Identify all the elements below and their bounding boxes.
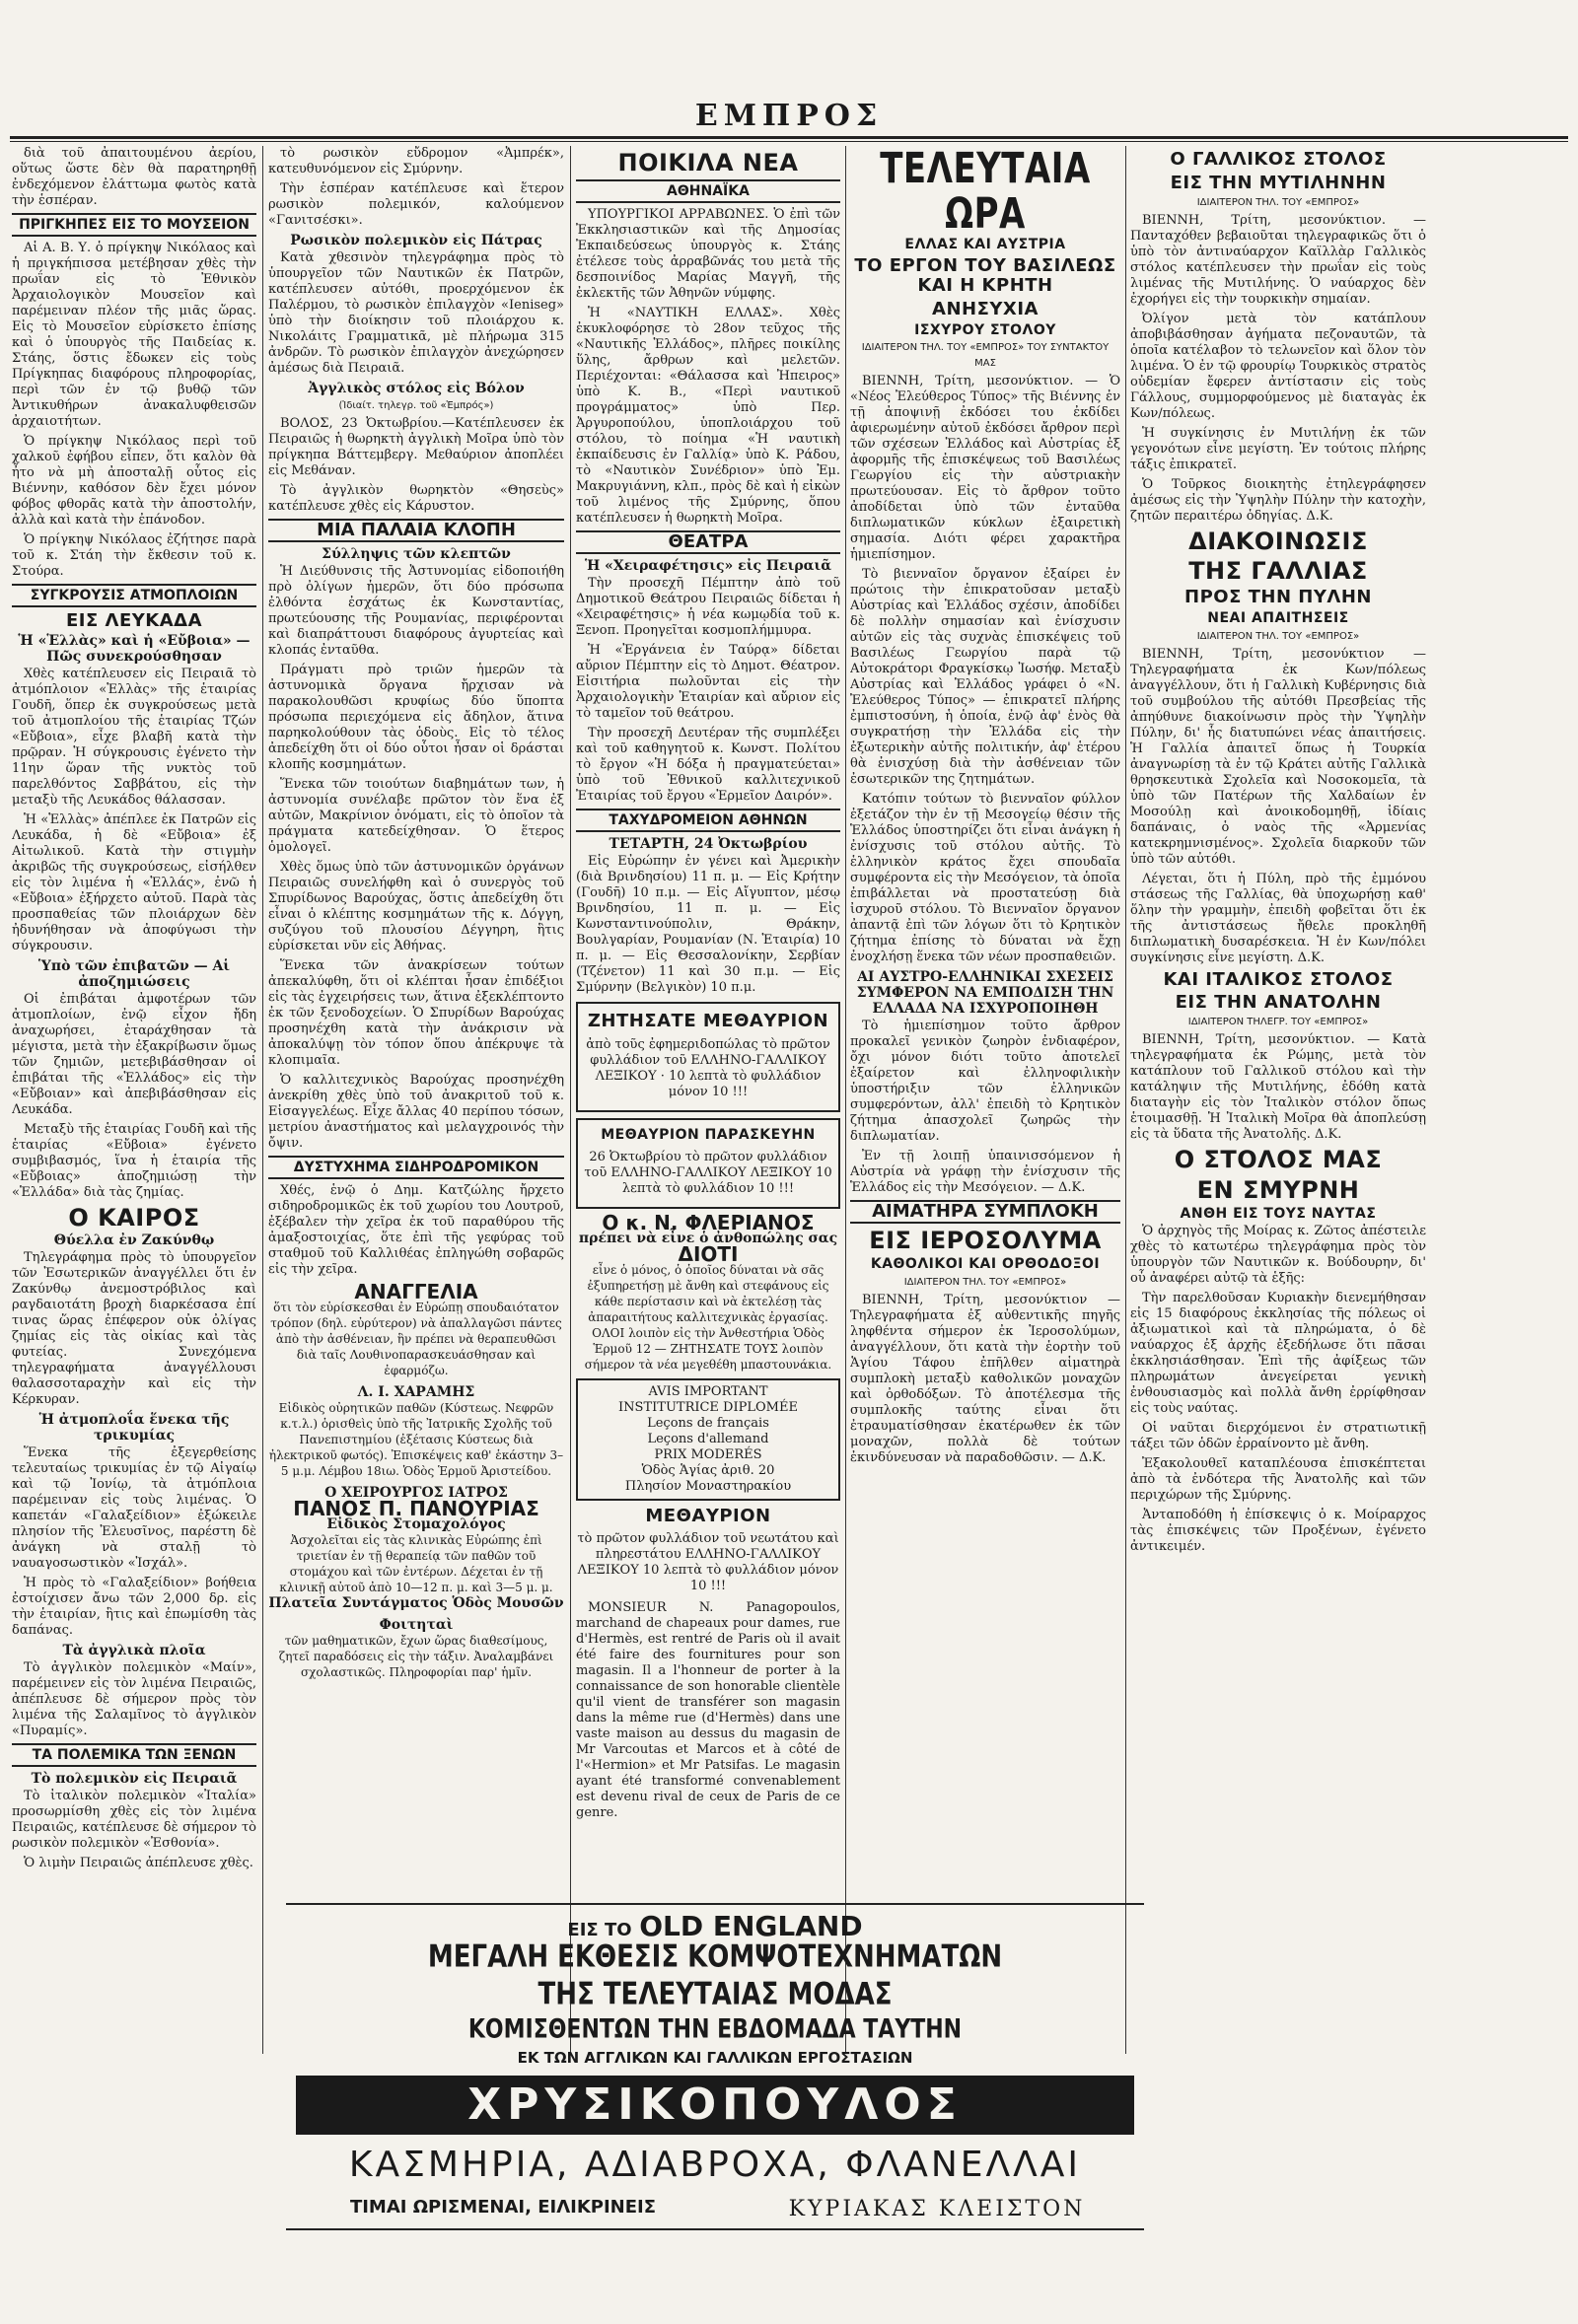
ad-title: Ο ΧΕΙΡΟΥΡΓΟΣ ΙΑΤΡΟΣ (324, 1485, 508, 1501)
ad-address: Ὁδὸς Ἁγίας ἀριθ. 20 (641, 1462, 775, 1478)
article-text: Ἡ «Ἑλλὰς» ἀπέπλεε ἐκ Πατρῶν εἰς Λευκάδα, ἡ δὲ «Εὔβοια» ἐξ Αἰτωλικοῦ. Κατὰ τὴν στιγμὴν ἀκριβῶς τῆς συγκρούσεως, εἰσήλθεν εἰς τὸν λιμένα ἡ «Ἑλλάς», ἐνῶ ἡ «Εὔβοια» ἐξήρχετο αὐτοῦ. Παρὰ τὰς προσπαθείας τῶν πλοιάρχων δὲν ἠδυνήθησαν νὰ ἀποφύγωσι τὴν σύγκρουσιν. (12, 811, 256, 953)
article-text: Ἕνεκα τῶν τοιούτων διαβημάτων των, ἡ ἀστυνομία συνέλαβε πρῶτον τὸν ἕνα ἐξ αὐτῶν, Μακρίνιον ὀνόματι, εἰς τὸ ὁποῖον τὰ πράγματα κατεδείχθησαν. Ὁ ἕτερος ὁμολογεῖ. (268, 777, 564, 855)
headline: ΔΙΑΚΟΙΝΩΣΙΣ (1188, 527, 1368, 555)
headline: ΕΙΣ ΤΗΝ ΜΥΤΙΛΗΝΗΝ (1170, 172, 1387, 193)
subheadline: ΑΝΘΗ ΕΙΣ ΤΟΥΣ ΝΑΥΤΑΣ (1180, 1205, 1377, 1222)
headline: ΜΙΑ ΠΑΛΑΙΑ ΚΛΟΠΗ (268, 519, 564, 542)
article-text: Χθὲς ὅμως ὑπὸ τῶν ἀστυνομικῶν ὀργάνων Πειραιῶς συνελήφθη καὶ ὁ συνεργὸς τοῦ Σπυρίδωνος Βαρούχας, ὅστις ἀπεδείχθη ὅτι εἶναι ὁ κλέπτης κοσμημάτων τῆς κ. Δόγγη, συζύγου τοῦ πλουσίου Δέγγηρη, ἣτις εὑρίσκεται νῦν εἰς Ἀθήνας. (268, 860, 564, 953)
ad-line: PRIX MODERÉS (654, 1446, 762, 1462)
article-text: Μεταξὺ τῆς ἑταιρίας Γουδῆ καὶ τῆς ἑταιρίας «Εὔβοια» ἐγένετο συμβιβασμός, ἵνα ἡ ἑταιρία τῆς «Εὔβοιας» ἀποζημιώσῃ τὴν «Ἑλλάδα» διὰ τὰς ζημίας. (12, 1121, 256, 1200)
column-separator (570, 146, 571, 2054)
subheadline: ΑΝΗΣΥΧΙΑ (932, 298, 1039, 319)
headline: ΕΙΣ ΛΕΥΚΑΔΑ (65, 610, 203, 631)
ad-body: 26 Ὀκτωβρίου τὸ πρῶτον φυλλάδιον τοῦ ΕΛΛΗΝΟ-ΓΑΛΛΙΚΟΥ ΛΕΞΙΚΟΥ 10 λεπτὰ τὸ φυλλάδιον 10 !!! (584, 1149, 832, 1196)
article-text: Ὁ λιμὴν Πειραιῶς ἀπέπλευσε χθὲς. (24, 1856, 253, 1871)
headline: ΤΗΣ ΓΑΛΛΙΑΣ (1188, 556, 1368, 585)
subheadline: ΠΡΟΣ ΤΗΝ ΠΥΛΗΝ (1184, 587, 1372, 608)
banner-store-name: OLD ENGLAND (639, 1910, 863, 1942)
column-1 (12, 146, 256, 2054)
column-3 (576, 146, 840, 2054)
section-head: ΘΕΑΤΡΑ (576, 530, 840, 554)
ad-title: AVIS IMPORTANT (648, 1383, 768, 1399)
headline: ΑΙΜΑΤΗΡΑ ΣΥΜΠΛΟΚΗ (850, 1200, 1120, 1224)
article-text: ΒΙΕΝΝΗ, Τρίτη, μεσονύκτιον — Τηλεγραφήματα ἐκ Κων/πόλεως ἀναγγέλλουν, ὅτι ἡ Γαλλικὴ Κυβέρνησις διὰ τοῦ συμβούλου τῆς αὐτόθι Πρεσβείας τῆς ἀπηύθυνε διακοίνωσιν πρὸς τὴν Ὑψηλὴν Πύλην, δι' ἧς διατυπώνει νέας ἀπαιτήσεις. Ἡ Γαλλία ἀπαιτεῖ ὅπως ἡ Τουρκία ἀναγνωρίσῃ τὰ ἐν τῷ Κράτει αὐτῆς Γαλλικὰ θρησκευτικὰ Σχολεῖα καὶ Νοσοκομεῖα, τὰ ὑπὸ τῶν Πατέρων τῆς Χαλδαίων ἐν Μοσούλῃ καὶ ἀνοικοδομηθῇ, ἰδίαις δαπάναις, ὁ ναὸς τῆς «Ἀρμενίας κατεκρημνισμένος». Σχολεῖα διαρκοῦν τῶν ὑπὸ τῶν αὐτόθι. (1130, 646, 1426, 867)
dispatch-credit: ΙΔΙΑΙΤΕΡΟΝ ΤΗΛ. ΤΟΥ «ΕΜΠΡΟΣ» (903, 1276, 1067, 1288)
headline: ΤΕΛΕΥΤΑΙΑ ΩΡΑ (880, 146, 1091, 240)
ad-title: ΑΝΑΓΓΕΛΙΑ (354, 1280, 478, 1303)
column-5 (1130, 146, 1426, 2054)
article-text: Τὸ ἡμιεπίσημον τοῦτο ἄρθρον προκαλεῖ γενικὸν ζωηρὸν ἐνδιαφέρον, ὄχι μόνον διότι τοῦτο ἀποτελεῖ ἐξαίρετον καὶ ἐλληνοφιλικὴν ὑποστήριξιν τῶν ἐλληνικῶν συμφερόντων, ἀλλ' ἐπειδὴ τὸ Κρητικὸν ζήτημα ἀπασχολεῖ ζωηρῶς τὴν διπλωματίαν. (850, 1018, 1120, 1144)
subheadline: ΑΙ ΑΥΣΤΡΟ-ΕΛΛΗΝΙΚΑΙ ΣΧΕΣΕΙΣ ΣΥΜΦΕΡΟΝ ΝΑ ΕΜΠΟΔΙΣΗ ΤΗΝ ΕΛΛΑΔΑ ΝΑ ΙΣΧΥΡΟΠΟΙΗΘΗ (856, 968, 1114, 1017)
dateline: ΤΕΤΑΡΤΗ, 24 Ὀκτωβρίου (609, 836, 808, 853)
headline: ΤΑ ΠΟΛΕΜΙΚΑ ΤΩΝ ΞΕΝΩΝ (12, 1743, 256, 1767)
column-separator (1125, 146, 1126, 2054)
subheadline: Ἀγγλικὸς στόλος εἰς Βόλον (308, 381, 525, 396)
subheadline: Ὑπὸ τῶν ἐπιβατῶν — Αἱ ἀποζημιώσεις (37, 957, 231, 990)
banner-pre: ΕΙΣ ΤΟ (567, 1920, 632, 1940)
article-text: Τὴν ἑσπέραν κατέπλευσε καὶ ἕτερον ρωσικὸν πολεμικόν, καλούμενον «Γανιτσέσκι». (268, 181, 564, 228)
advertisement (268, 1485, 564, 1611)
subheadline: Θύελλα ἐν Ζακύνθῳ (53, 1232, 215, 1249)
ad-title: ΜΕΘΑΥΡΙΟΝ ΠΑΡΑΣΚΕΥΗΝ (601, 1127, 816, 1144)
article-text: Ἕνεκα τῶν ἀνακρίσεων τούτων ἀπεκαλύφθη, ὅτι οἱ κλέπται ἦσαν ἐπιδέξιοι εἰς τὰς ἐγχειρήσεις των, ἅτινα ἐξεκλέπτοντο ἐκ τῶν ξενοδοχείων. Ὁ Σπυρίδων Βαρούχας προσηνέχθη κατὰ τὴν ἀνάκρισιν νὰ ἀποκαλύψῃ τὸν τόπον ὅπου ἀπέκρυψε τὰ κλοπιμαῖα. (268, 958, 564, 1068)
headline: ΕΝ ΣΜΥΡΝΗ (1196, 1175, 1360, 1204)
article-text: Οἱ ναῦται διερχόμενοι ἐν στρατιωτικῇ τάξει τῶν ὁδῶν ἐρραίνοντο μὲ ἄνθη. (1130, 1421, 1426, 1452)
ad-address: Πλησίον Μοναστηρακίου (624, 1478, 792, 1494)
subheadline: ΝΕΑΙ ΑΠΑΙΤΗΣΕΙΣ (1207, 610, 1349, 627)
ad-line: Leçons de français (647, 1415, 769, 1431)
banner-brand: ΧΡΥΣΙΚΟΠΟΥΛΟΣ (296, 2076, 1134, 2135)
article-text: Ἕνεκα τῆς ἐξεγερθείσης τελευταίως τρικυμίας ἐν τῷ Αἰγαίῳ καὶ τῷ Ἰονίῳ, τὰ ἀτμόπλοια παρέμειναν εἰς τοὺς λιμένας. Ὁ καπετάν «Γαλαξείδιον» ἐξώκειλε πλησίον τῆς Ἐλευσῖνος, παρέστη δὲ ἀνάγκη νὰ σταλῇ τὸ ναυαγοσωστικὸν «Ἰσχάλ». (12, 1445, 256, 1572)
advertisement (576, 1378, 840, 1501)
ad-body: ΟΛΟΙ λοιπὸν εἰς τὴν Ἀνθεστήρια Ὁδὸς Ἑρμοῦ 12 — ΖΗΤΗΣΑΤΕ ΤΟΥΣ λοιπὸν σήμερον τὰ νέα μεγεθέθη μπαστουνάκια. (584, 1325, 832, 1372)
article-text: Πράγματι πρὸ τριῶν ἡμερῶν τὰ ἀστυνομικὰ ὄργανα ἤρχισαν νὰ παρακολουθῶσι κρυφίως δύο ὕποπτα πρόσωπα περιεχόμενα εἰς ἄδηλον, ἅτινα παρηκολούθουν τὰς ὁδοὺς. Εἰς τὸ τέλος ἀπεδείχθη ὅτι οἱ δύο οὗτοι ἦσαν οἱ δράσται κλοπῆς κοσμημάτων. (268, 663, 564, 772)
banner-store-line (296, 1910, 1134, 1942)
headline: ΠΡΙΓΚΗΠΕΣ ΕΙΣ ΤΟ ΜΟΥΣΕΙΟΝ (12, 213, 256, 237)
ad-body: Ἀσχολεῖται εἰς τὰς κλινικὰς Εὐρώπης ἐπὶ τριετίαν ἐν τῇ θεραπείᾳ τῶν παθῶν τοῦ στομάχου καὶ τῶν ἐντέρων. Δέχεται ἐν τῇ κλινικῇ αὐτοῦ ἀπὸ 10—12 π. μ. καὶ 3—5 μ. μ. (279, 1533, 553, 1594)
subheadline: ΚΑΘΟΛΙΚΟΙ ΚΑΙ ΟΡΘΟΔΟΞΟΙ (870, 1256, 1101, 1273)
article-text: Τὸ ἀγγλικὸν θωρηκτὸν «Θησεὺς» κατέπλευσε χθὲς εἰς Κάρυστον. (268, 483, 564, 514)
article-text: Τὸ ἀγγλικὸν πολεμικὸν «Μαίν», παρέμεινεν εἰς τὸν λιμένα Πειραιῶς, ἀπέπλευσε δὲ σήμερον πρὸς τὸν λιμένα τῆς Σαλαμῖνος τὸ ἀγγλικὸν «Πυραμίς». (12, 1660, 256, 1739)
dispatch-credit: ΙΔΙΑΙΤΕΡΟΝ ΤΗΛ. ΤΟΥ «ΕΜΠΡΟΣ» (1196, 630, 1360, 642)
article-text: Ὁ καλλιτεχνικὸς Βαρούχας προσηνέχθη ἀνεκρίθη χθὲς ὑπὸ τοῦ ἀνακριτοῦ τοῦ κ. Εἰσαγγελέως. Εἶχε ἄλλας 40 περίπου τόσων, μετρίου ἀναστήματος καὶ μελαγχροινός τὴν ὄψιν. (268, 1073, 564, 1151)
dispatch-credit: ΙΔΙΑΙΤΕΡΟΝ ΤΗΛ. ΤΟΥ «ΕΜΠΡΟΣ» ΤΟΥ ΣΥΝΤΑΚΤΟΥ ΜΑΣ (861, 341, 1110, 369)
ad-line: Leçons d'allemand (647, 1431, 769, 1446)
banner-prices: ΤΙΜΑΙ ΩΡΙΣΜΕΝΑΙ, ΕΙΛΙΚΡΙΝΕΙΣ (349, 2197, 657, 2218)
article-text: Εἰς Εὐρώπην ἐν γένει καὶ Ἀμερικὴν (διὰ Βρινδησίου) 11 π. μ. — Εἰς Κρήτην (Γουδῆ) 10 π.μ. — Εἰς Αἴγυπτον, μέσῳ Βρινδησίου, 11 π. μ. — Εἰς Κωνσταντινούπολιν, Θράκην, Βουλγαρίαν, Ρουμανίαν (Ν. Ἑταιρία) 10 π. μ. — Εἰς Θεσσαλονίκην, Σερβίαν (Τζένετον) 11 καὶ 30 π.μ. — Εἰς Σμύρνην (Βελγικὸν) 10 π.μ. (576, 854, 840, 996)
article-text: Τηλεγράφημα πρὸς τὸ ὑπουργεῖον τῶν Ἐσωτερικῶν ἀναγγέλλει ὅτι ἐν Ζακύνθῳ ἀνεμοστρόβιλος καὶ ραγδαιοτάτη βροχὴ διαρκέσασα ἐπί τινας ὥρας ἐπέφερον οὐκ ὀλίγας ζημίας εἰς τὰς οἰκίας καὶ τὰς φυτείας. Συνεχόμενα τηλεγραφήματα ἀναγγέλλουσι θαλασσοταραχὴν καὶ εἰς τὴν Κέρκυραν. (12, 1250, 256, 1408)
column-4 (850, 146, 1120, 2054)
article-text: Κατόπιν τούτων τὸ βιενναῖον φύλλον ἐξετάζον τὴν ἐν τῇ Μεσογείῳ θέσιν τῆς Ἑλλάδος ὑποστηρίζει ὅτι εἶναι ἀνάγκη ἡ ἐνίσχυσις τοῦ στόλου αὐτῆς. Τὸ ἑλληνικὸν κράτος ἔχει σπουδαῖα συμφέροντα εἰς τὴν Μεσόγειον, τὰ ὁποῖα ἐπιβάλλεται νὰ προστατεύσῃ διὰ ἰσχυροῦ στόλου. Τὸ Βιενναῖον ὄργανον ἀπαντᾷ ἐπὶ τῶν λόγων ὅτι τὸ Κρητικὸν ζήτημα ἐπίσης τὸ δύναται νὰ ἔχῃ ἐνοχλήσῃ ἕνεκα τῶν νέων προσπαθειῶν. (850, 791, 1120, 964)
article-text: Λέγεται, ὅτι ἡ Πύλη, πρὸ τῆς ἐμμόνου στάσεως τῆς Γαλλίας, θὰ ὑποχωρήσῃ καθ' ὅλην τὴν γραμμὴν, ἐπειδὴ φοβεῖται ὅτι ἐκ τῆς ἀντιστάσεως ἤθελε προκληθῆ διπλωματικὴ δυσαρέσκεια. Ἡ ἐν Κων/πόλει συγκίνησις εἶνε μεγίστη. Δ.Κ. (1130, 871, 1426, 965)
article-text: Ὁ πρίγκηψ Νικόλαος περὶ τοῦ χαλκοῦ ἐφήβου εἶπεν, ὅτι καλὸν θὰ ἦτο νὰ μὴ ἀποσταλῇ οὗτος εἰς Βιέννην, καθόσον δὲν ἔχει μόνον φόβος φθορᾶς κατὰ τὴν ἀποστολήν, ἀλλὰ καὶ κατὰ τὴν ἐπάνοδον. (12, 434, 256, 528)
article-text: Ἡ συγκίνησις ἐν Μυτιλήνῃ ἐκ τῶν γεγονότων εἶνε μεγίστη. Ἐν τούτοις πλήρης τάξις ἐπικρατεῖ. (1130, 425, 1426, 472)
article-text: Τὸ βιενναῖον ὄργανον ἐξαίρει ἐν πρώτοις τὴν ἐπικρατοῦσαν μεταξὺ Αὐστρίας καὶ Ἑλλάδος σχέσιν, ἀποδίδει δὲ πολλὴν σημασίαν καὶ ἐνίσχυσιν αὐτῶν εἰς τὰς συχνὰς ἐπισκέψεις τοῦ Βασιλέως Γεωργίου παρὰ τῷ Αὐτοκράτορι Φραγκίσκῳ Ἰωσήφ. Μεταξὺ Αὐστρίας καὶ Ἑλλάδος γράφει ὁ «Ν. Ἐλεύθερος Τύπος» — ἐπικρατεῖ πλήρης ἐμπιστοσύνη, ἡ ὁποία, ἐνῷ ἀφ' ἑνὸς θὰ συγκρατήσῃ τὴν Ἑλλάδα εἰς τὴν ἐξωτερικὴν αὐτῆς πολιτικήν, ἀφ' ἑτέρου θὰ ἐνισχύσῃ διὰ τὴν ἀσθένειαν τῶν ἐσωτερικῶν της ζητημάτων. (850, 566, 1120, 787)
subheadline: ΙΣΧΥΡΟΥ ΣΤΟΛΟΥ (914, 321, 1056, 338)
advertisement (268, 1280, 564, 1378)
ad-title: Λ. Ι. ΧΑΡΑΜΗΣ (357, 1384, 475, 1400)
article-text: ΒΙΕΝΝΗ, Τρίτη, μεσονύκτιον — Τηλεγραφήματα ἐξ αὐθεντικῆς πηγῆς ληφθέντα σήμερον ἐκ Ἱεροσολύμων, ἀναγγέλλουν, ὅτι κατὰ τὴν ἑορτὴν τοῦ Ἁγίου Τάφου ἐπῆλθεν αἱματηρὰ συμπλοκὴ μεταξὺ καθολικῶν μοναχῶν καὶ ὀρθοδόξων. Τὸ ἀποτέλεσμα τῆς συμπλοκῆς ταύτης εἶναι ὅτι ἐτραυματίσθησαν ἐκατέρωθεν ἐκ τῶν μοναχῶν, πολλὰ δὲ τούτων ἐκινδύνευσαν νὰ παραδοθῶσιν. — Δ.Κ. (850, 1292, 1120, 1465)
article-text: Ὁ Τοῦρκος διοικητὴς ἐτηλεγράφησεν ἀμέσως εἰς τὴν Ὑψηλὴν Πύλην τὴν κατοχὴν, ζητῶν περαιτέρω ὁδηγίας. Δ.Κ. (1130, 476, 1426, 524)
ad-body: ἀπὸ τοῦς ἐφημεριδοπώλας τὸ πρῶτον φυλλάδιον τοῦ ΕΛΛΗΝΟ-ΓΑΛΛΙΚΟΥ ΛΕΞΙΚΟΥ · 10 λεπτὰ τὸ φυλλάδιον μόνον 10 !!! (586, 1037, 830, 1100)
subheadline: Ἡ «Ἑλλὰς» καὶ ἡ «Εὔβοια» — Πῶς συνεκρούσθησαν (18, 632, 251, 665)
article-text: διὰ τοῦ ἀπαιτουμένου ἀερίου, οὕτως ὥστε δὲν θὰ παρατηρηθῇ ἐνδεχόμενον ἐλάττωμα φωτὸς κατὰ τὴν ἑσπέραν. (12, 146, 256, 208)
ad-name: ΠΑΝΟΣ Π. ΠΑΝΟΥΡΙΑΣ (293, 1497, 539, 1520)
headline: ΔΥΣΤΥΧΗΜΑ ΣΙΔΗΡΟΔΡΟΜΙΚΟΝ (268, 1156, 564, 1179)
article-text: ΒΙΕΝΝΗ, Τρίτη, μεσονύκτιον. — Κατὰ τηλεγραφήματα ἐκ Ρώμης, μετὰ τὸν κατάπλουν τοῦ Γαλλικοῦ στόλου καὶ τὴν κατάληψιν τῆς Μυτιλήνης, ἐδόθη κατὰ διαταγὴν εἰς τὸν Ἰταλικὸν στόλον ὅπως ἑτοιμασθῇ. Ἡ Ἰταλικὴ Μοῖρα θὰ ἀποπλεύσῃ εἰς τὰ ὕδατα τῆς Ἀνατολῆς. Δ.Κ. (1130, 1032, 1426, 1143)
ad-subtitle: πρέπει νὰ εἶνε ὁ ἀνθοπώλης σας (578, 1230, 838, 1246)
headline: ΜΕΘΑΥΡΙΟΝ (645, 1505, 771, 1526)
article-text: Τὴν προσεχῆ Πέμπτην ἀπὸ τοῦ Δημοτικοῦ Θεάτρου Πειραιῶς δίδεται ἡ «Χειραφέτησις» ἡ νέα κωμῳδία τοῦ κ. Ξενοπ. Προηγεῖται κοσμοπλήμμυρα. (576, 576, 840, 639)
article-text: Ἀνταποδόθη ἡ ἐπίσκεψις ὁ κ. Μοίραρχος τὰς ἐπισκέψεις τῶν Προξένων, ἐγένετο ἀντικειμέν. (1130, 1508, 1426, 1555)
article-text: Αἱ Α. Β. Υ. ὁ πρίγκηψ Νικόλαος καὶ ἡ πριγκήπισσα μετέβησαν χθὲς τὴν πρωΐαν εἰς τὸ Ἐθνικὸν Ἀρχαιολογικὸν Μουσεῖον καὶ παρέμειναν πλέον τῆς μιᾶς ὥρας. Εἰς τὸ Μουσεῖον εὑρίσκετο ἐπίσης καὶ ὁ ὑπουργὸς τῆς Παιδείας κ. Στάης, ὅστις ἔδωκεν εἰς τοὺς Πρίγκηπας διαφόρους πληροφορίας, περὶ τῶν ἐν τῷ βυθῷ τῶν Ἀντικυθήρων ἀνακαλυφθεισῶν ἀρχαιοτήτων. (12, 241, 256, 429)
article-text: ΥΠΟΥΡΓΙΚΟΙ ΑΡΡΑΒΩΝΕΣ. Ὁ ἐπὶ τῶν Ἐκκλησιαστικῶν καὶ τῆς Δημοσίας Ἐκπαιδεύσεως ὑπουργὸς κ. Στάης ἐτέλεσε τοὺς ἀρραβῶνάς του μετὰ τῆς δεσποινίδος Μαρίας Μαγγῆ, τῆς ἐκλεκτῆς τῶν Ἀθηνῶν νύμφης. (576, 207, 840, 302)
headline: ΕΙΣ ΙΕΡΟΣΟΛΥΜΑ (869, 1226, 1102, 1254)
subheadline: Σύλληψις τῶν κλεπτῶν (322, 546, 511, 562)
ad-body: Εἰδικὸς οὐρητικῶν παθῶν (Κύστεως. Νεφρῶν κ.τ.λ.) ὁρισθεὶς ὑπὸ τῆς Ἰατρικῆς Σχολῆς τοῦ Πανεπιστημίου (ἐξέτασις Κύστεως διὰ ἠλεκτρικοῦ φωτός). Ἐπισκέψεις καθ' ἑκάστην 3–5 μ.μ. Λέμβου 18ιω. Ὁδὸς Ἑρμοῦ Ἀριστείδου. (268, 1401, 564, 1478)
column-2 (268, 146, 564, 2054)
masthead: ΕΜΠΡΟΣ (694, 99, 884, 133)
ad-title: Ο κ. Ν. ΦΛΕΡΙΑΝΟΣ (602, 1210, 815, 1234)
subheadline: Τὸ πολεμικὸν εἰς Πειραιᾶ (31, 1771, 238, 1788)
banner-line: ΕΚ ΤΩΝ ΑΓΓΛΙΚΩΝ ΚΑΙ ΓΑΛΛΙΚΩΝ ΕΡΓΟΣΤΑΣΙΩΝ (517, 2049, 913, 2067)
article-text: Τὸ ἰταλικὸν πολεμικὸν «Ἰταλία» προσωρμίσθη χθὲς εἰς τὸν λιμένα Πειραιῶς, κατέπλευσε δὲ σήμερον τὸ ρωσικὸν πολεμικὸν «Ἐσθονία». (12, 1789, 256, 1852)
ad-body: ὅτι τὸν εὑρίσκεσθαι ἐν Εὐρώπῃ σπουδαιότατον τρόπον (δηλ. εὐρύτερον) νὰ ἀπαλλαγῶσι πάντες ἀπὸ τὴν ἀσθένειαν, ἣν πρέπει νὰ θεραπευθῶσι διὰ ταῖς Λουθινοπαρασκευάσθησαν καὶ ἐφαρμόζω. (270, 1301, 562, 1377)
ad-body: τὸ πρῶτον φυλλάδιον τοῦ νεωτάτου καὶ πληρεστάτου ΕΛΛΗΝΟ-ΓΑΛΛΙΚΟΥ ΛΕΞΙΚΟΥ 10 λεπτὰ τὸ φυλλάδιον μόνον 10 !!! (577, 1531, 839, 1594)
headline: Ο ΣΤΟΛΟΣ ΜΑΣ (1174, 1146, 1383, 1174)
headline: ΕΙΣ ΤΗΝ ΑΝΑΤΟΛΗΝ (1175, 992, 1382, 1014)
ad-body: εἶνε ὁ μόνος, ὁ ὁποῖος δύναται νὰ σᾶς ἐξυπηρετήσῃ μὲ ἄνθη καὶ στεφάνους εἰς κάθε περίστασιν καὶ νὰ ἐκτελέσῃ τὰς ἀπαραιτήτους καλλιτεχνικὰς ἐργασίας. (587, 1262, 829, 1324)
headline: Ο ΓΑΛΛΙΚΟΣ ΣΤΟΛΟΣ (1170, 149, 1387, 170)
advertisement (268, 1617, 564, 1680)
article-text: Ἡ πρὸς τὸ «Γαλαξείδιον» βοήθεια ἐστοίχισεν ἄνω τῶν 2,000 δρ. εἰς τὴν ἑταιρίαν, ἣτις καὶ ἐπωμίσθη τὰς δαπάνας. (12, 1576, 256, 1639)
banner-line: ΜΕΓΑΛΗ ΕΚΘΕΣΙΣ ΚΟΜΨΟΤΕΧΝΗΜΑΤΩΝ (427, 1939, 1003, 1975)
article-text: Ἐξακολουθεῖ καταπλέουσα ἐπισκέπτεται ἀπὸ τὰ ἐνδότερα τῆς Ἀνατολῆς καὶ τῶν περιχώρων τῆς Σμύρνης. (1130, 1456, 1426, 1504)
banner-line: ΤΗΣ ΤΕΛΕΥΤΑΙΑΣ ΜΟΔΑΣ (538, 1977, 893, 2012)
ad-subtitle: INSTITUTRICE DIPLOMÉE (618, 1399, 798, 1415)
article-text: Οἱ ἐπιβάται ἀμφοτέρων τῶν ἀτμοπλοίων, ἐνῷ εἶχον ἤδη ἀναχωρήσει, ἐταράχθησαν τὰ μέγιστα, μετὰ τὴν ἐξακρίβωσιν ὅμως τῶν ζημιῶν, μετεβιβάσθησαν οἱ ἐπιβάται τῆς «Ἑλλάδος» εἰς τὴν «Εὔβοιαν» καὶ ἀπεβιβάσθησαν εἰς Λευκάδα. (12, 991, 256, 1117)
subheadline: Ἡ «Χειραφέτησις» εἰς Πειραιᾶ (584, 558, 832, 575)
headline: Ο ΚΑΙΡΟΣ (68, 1203, 200, 1232)
banner-owner: ΚΥΡΙΑΚΑΣ ΚΛΕΙΣΤΟΝ (788, 2197, 1086, 2221)
article-text: Ὁ ἀρχηγὸς τῆς Μοίρας κ. Ζῶτος ἀπέστειλε χθὲς τὸ κατωτέρω τηλεγράφημα πρὸς τὸν ὑπουργὸν τῶν Ναυτικῶν κ. Βούδουρην, δι' οὗ ἀναφέρει αὐτῷ τὰ ἑξῆς: (1130, 1224, 1426, 1287)
advertisement (576, 1002, 840, 1112)
dispatch-credit: ΙΔΙΑΙΤΕΡΟΝ ΤΗΛ. ΤΟΥ «ΕΜΠΡΟΣ» (1196, 196, 1360, 208)
advertisement (268, 1384, 564, 1479)
article-text: Τὴν προσεχῆ Δευτέραν τῆς συμπλέξει καὶ τοῦ καθηγητοῦ κ. Κωνστ. Πολίτου τὸ ἔργον «Ἡ δόξα ἡ πραγματεύεται» ὑπὸ τοῦ Ἐθνικοῦ καλλιτεχνικοῦ Ἐταιρίας τοῦ ἔργου «Ἐρμεῖον Δαιρόν». (576, 726, 840, 805)
headline: ΠΟΙΚΙΛΑ ΝΕΑ (617, 149, 799, 176)
ad-body: τῶν μαθηματικῶν, ἔχων ὥρας διαθεσίμους, ζητεῖ παραδόσεις εἰς τὴν τάξιν. Ἀναλαμβάνει σχολαστικῶς. Πληροφορίαι παρ' ἡμῖν. (278, 1634, 554, 1679)
banner-rule (286, 2228, 1144, 2230)
article-text: τὸ ρωσικὸν εὔδρομον «Ἀμπρέκ», κατευθυνόμενον εἰς Σμύρνην. (268, 146, 564, 176)
ad-address: Πλατεῖα Συντάγματος Ὁδὸς Μουσῶν (268, 1595, 564, 1611)
article-text: Ἐν τῇ λοιπῇ ὑπαινισσόμενον ἡ Αὐστρία νὰ γράφῃ τὴν ἐνίσχυσιν τῆς Ἑλλάδος εἰς τὴν Μεσόγειον. — Δ.Κ. (850, 1148, 1120, 1195)
article-text: Ὁ πρίγκηψ Νικόλαος ἐζήτησε παρὰ τοῦ κ. Στάη τὴν ἔκθεσιν τοῦ κ. Στούρα. (12, 532, 256, 579)
headline: ΚΑΙ ΙΤΑΛΙΚΟΣ ΣΤΟΛΟΣ (1163, 968, 1394, 990)
advertisement (576, 1210, 840, 1373)
article-text: Τὴν παρελθοῦσαν Κυριακὴν διενεμήθησαν εἰς 15 διαφόρους ἐκκλησίας τῆς πόλεως οἱ ἀξιωματικοὶ καὶ τὰ πληρώματα, ὁ δὲ ναύαρχος ἐξ ἀρχῆς ἐξεδήλωσε ὅτι πᾶσαι ἐκκλησιάσθησαν. Ἐπὶ τῆς ἀφίξεως τῶν πληρωμάτων ἀνεγείρεται γενικὴ ἐνθουσιασμὸς καὶ πολλὰ ἄνθη ἐρρίφθησαν εἰς τοὺς ναύτας. (1130, 1291, 1426, 1417)
subheadline: ΤΟ ΕΡΓΟΝ ΤΟΥ ΒΑΣΙΛΕΩΣ ΚΑΙ Η ΚΡΗΤΗ (854, 255, 1116, 296)
article-text: Κατὰ χθεσινὸν τηλεγράφημα πρὸς τὸ ὑπουργεῖον τῶν Ναυτικῶν ἐκ Πατρῶν, κατέπλευσεν αὐτόθι, προερχόμενον ἐκ Παλέρμου, τὸ ρωσικὸν ἐπιλαγχὸν «Ieniseg» ὑπὸ τὴν διοίκησιν τοῦ πλοιάρχου κ. Νικολάιτς Γραμματικᾶ, μὲ πλήρωμα 315 ἀνδρῶν. Τὸ ρωσικὸν ἐπιλαγχὸν ἀνεχώρησεν ἀμέσως διὰ Πειραιᾶ. (268, 250, 564, 376)
article-text: ΒΙΕΝΝΗ, Τρίτη, μεσονύκτιον. — Πανταχόθεν βεβαιοῦται τηλεγραφικῶς ὅτι ὁ ὑπὸ τὸν ἀντιναύαρχον Καϊλλὰρ Γαλλικὸς στόλος κατέπλευσεν τὴν πρωΐαν εἰς τοὺς λιμένας τῆς Μυτιλήνης. Ὁ ναύαρχος δὲν ἐχορήγει εἰς τὴν τουρκικὴν σημαίαν. (1130, 212, 1426, 307)
masthead-rule (10, 136, 1568, 139)
article-text: Χθὲς κατέπλευσεν εἰς Πειραιᾶ τὸ ἀτμόπλοιον «Ἑλλὰς» τῆς ἑταιρίας Γουδῆ, ὅπερ ἐκ συγκρούσεως μετὰ τοῦ ἀτμοπλοίου τῆς ἑταιρίας Τζών «Εὔβοια», εἶχε βλαβῆ κατὰ τὴν πρῷραν. Ἡ σύγκρουσις ἐγένετο τὴν 11ην ὥραν τῆς νυκτὸς τοῦ παρελθόντος Σαββάτου, εἰς τὴν μεταξὺ τῆς Λευκάδος θάλασσαν. (12, 666, 256, 808)
headline: ΣΥΓΚΡΟΥΣΙΣ ΑΤΜΟΠΛΟΙΩΝ (12, 584, 256, 607)
ad-subtitle: Εἰδικὸς Στομαχολόγος (326, 1516, 506, 1532)
ad-title: ΖΗΤΗΣΑΤΕ ΜΕΘΑΥΡΙΟΝ (587, 1011, 829, 1032)
article-text: Ὀλίγον μετὰ τὸν κατάπλουν ἀποβιβάσθησαν ἀγήματα πεζοναυτῶν, τὰ ὁποῖα κατέλαβον τὸ τελωνεῖον καὶ ὅλον τὸν λιμένα. Ὁ ἐν τῷ φρουρίῳ Τουρκικὸς στρατὸς οὐδεμίαν ἔφερεν ἀντίστασιν εἰς τοὺς Γάλλους, συμμορφούμενος μὲ διαταγὰς ἐκ Κων/πόλεως. (1130, 311, 1426, 421)
dispatch-credit: ΙΔΙΑΙΤΕΡΟΝ ΤΗΛΕΓΡ. ΤΟΥ «ΕΜΠΡΟΣ» (1187, 1017, 1369, 1028)
column-separator (845, 146, 846, 2054)
column-separator (262, 146, 263, 2054)
subheadline: ΕΛΛΑΣ ΚΑΙ ΑΥΣΤΡΙΑ (904, 236, 1066, 252)
subheadline: Ἡ ἀτμοπλοΐα ἕνεκα τῆς τρικυμίας (38, 1412, 230, 1444)
banner-goods: ΚΑΣΜΗΡΙΑ, ΑΔΙΑΒΡΟΧΑ, ΦΛΑΝΕΛΛΑΙ (348, 2145, 1082, 2185)
article-text: MONSIEUR N. Panagopoulos, marchand de chapeaux pour dames, rue d'Hermès, est rentré de Paris où il avait été faire des fournitures pour son magasin. Il a l'honneur de porter à la connaissance de son honorable clientèle qu'il vient de transférer son magasin dans la même rue (d'Hermès) dans une vaste maison au dessus du magasin de Mr Varcoutas et Marcos et à côté de l'«Hermion» et Mr Patsifas. Le magasin ayant été transformé convenablement est devenu rival de ceux de Paris de ce genre. (576, 1600, 840, 1821)
masthead-rule-thin (10, 141, 1568, 142)
subheadline: Τὰ ἀγγλικὰ πλοῖα (62, 1643, 206, 1659)
article-text: Ἡ «Ἐργάνεια ἐν Ταύρᾳ» δίδεται αὔριον Πέμπτην εἰς τὸ Δημοτ. Θέατρον. Εἰσιτήρια πωλοῦνται εἰς τὴν Ἀρχαιολογικὴν Ἑταιρίαν καὶ αὔριον εἰς τὸ ταμεῖον τοῦ θεάτρου. (576, 643, 840, 722)
article-text: Ἡ «ΝΑΥΤΙΚΗ ΕΛΛΑΣ». Χθὲς ἐκυκλοφόρησε τὸ 28ον τεῦχος τῆς «Ναυτικῆς Ἑλλάδος», πλῆρες ποικίλης ὕλης, ἄρθρων καὶ μελετῶν. Περιέχονται: «Θάλασσα καὶ Ἠπειρος» ὑπὸ Κ. Β., «Περὶ ναυτικοῦ προγράμματος» ὑπὸ Περ. Ἀργυροπούλου, ὑποπλοιάρχου τοῦ στόλου, τὸ ποίημα «Ἡ ναυτικὴ ἐκπαίδευσις ἐν Γαλλίᾳ» ὑπὸ Κ. Ράδου, τὸ «Ναυτικὸν Συνέδριον» ὑπὸ Ἐμ. Μακρυγιάννη, κλπ., πρὸς δὲ καὶ ἡ εἰκὼν τοῦ λιμένος τῆς Σμύρνης, ὅπου κατέπλευσεν ἡ θωρηκτὴ Μοῖρα. (576, 306, 840, 527)
ad-title: ΔΙΟΤΙ (678, 1241, 739, 1266)
dispatch-credit: (Ἰδιαίτ. τηλεγρ. τοῦ «Ἐμπρός») (338, 400, 494, 411)
article-text: ΒΟΛΟΣ, 23 Ὀκτωβρίου.—Κατέπλευσεν ἐκ Πειραιῶς ἡ θωρηκτὴ ἀγγλικὴ Μοῖρα ὑπὸ τὸν πρίγκηπα Βάττεμβεργ. Μεθαύριον ἀποπλέει εἰς Μεθάναν. (268, 416, 564, 478)
article-text: ΒΙΕΝΝΗ, Τρίτη, μεσονύκτιον. — Ὁ «Νέος Ἐλεύθερος Τύπος» τῆς Βιέννης ἐν τῇ ἀποψινῇ ἐκδόσει του ἐκδίδει ἀφιερωμένην αὐτοῦ ἐκδόσει ἄρθρον περὶ τῶν σχέσεων Ἑλλάδος καὶ Αὐστρίας ἐξ ἀφορμῆς τῆς ἐπισκέψεως τοῦ Βασιλέως Γεωργίου εἰς τὴν αὐστριακὴν πρωτεύουσαν. Εἰς τὸ ἄρθρον τοῦτο ἀποδίδεται ὑπὸ τῶν ἐνταῦθα διπλωματικῶν κύκλων ἐξαιρετικὴ σημασία. Διότι φέρει χαρακτῆρα ἡμιεπίσημον. (850, 373, 1120, 562)
advertisement (576, 1118, 840, 1208)
subheadline: Ρωσικὸν πολεμικὸν εἰς Πάτρας (290, 233, 542, 248)
article-text: Χθές, ἑνῷ ὁ Δημ. Κατζώλης ἤρχετο σιδηροδρομικῶς ἐκ τοῦ χωρίου του Λουτροῦ, ἐξέβαλεν τὴν χεῖρα ἐκ τοῦ παραθύρου τῆς ἀμαξοστοιχίας, ὅτε ἐπὶ τῆς γεφύρας τοῦ σταθμοῦ τοῦ Καλλιθέας ἐπληγώθη σοβαρῶς εἰς τὴν χεῖρα. (268, 1183, 564, 1277)
section-head: ΑΘΗΝΑΪΚΑ (576, 179, 840, 203)
banner-rule (286, 1903, 1144, 1905)
banner-line: ΚΟΜΙΣΘΕΝΤΩΝ ΤΗΝ ΕΒΔΟΜΑΔΑ ΤΑΥΤΗΝ (467, 2014, 963, 2045)
ad-title: Φοιτηταὶ (379, 1617, 454, 1633)
section-head: ΤΑΧΥΔΡΟΜΕΙΟΝ ΑΘΗΝΩΝ (576, 809, 840, 832)
article-text: Ἡ Διεύθυνσις τῆς Ἀστυνομίας εἰδοποιήθη πρὸ ὀλίγων ἡμερῶν, ὅτι δύο πρόσωπα ἐλθόντα ἐσχάτως ἐκ Κωνσταντίας, πρωτεύουσης τῆς Ρουμανίας, περιφέρονται καὶ διαπράττουσι διαφόρους ἀγυρτείας καὶ κλοπάς ἐνταῦθα. (268, 564, 564, 658)
